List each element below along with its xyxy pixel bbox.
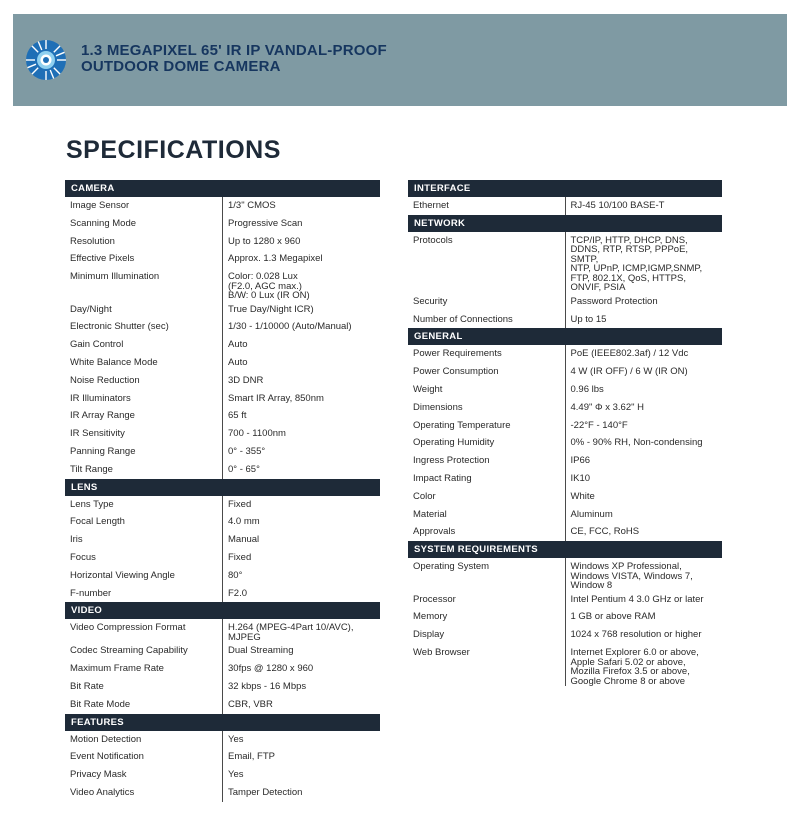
header-banner [13,14,787,106]
spec-value: 0.96 lbs [570,383,604,395]
spec-value: Color: 0.028 Lux (F2.0, AGC max.) B/W: 0 Lux (IR ON) [228,271,310,302]
spec-row-ir-array-range [65,407,380,425]
spec-value: IK10 [570,472,591,484]
product-title-line1: 1.3 MEGAPIXEL 65' IR IP VANDAL-PROOF [81,42,387,59]
spec-row-focus [65,549,380,567]
right-spec-column [408,180,722,686]
spec-label: Protocols [408,232,565,293]
spec-value: 1/30 - 1/10000 (Auto/Manual) [228,321,352,333]
spec-label: Impact Rating [408,470,565,488]
spec-row-color [408,488,722,506]
aperture-logo-icon [25,39,67,81]
spec-value: 4.0 mm [228,516,260,528]
spec-table [65,180,380,802]
spec-row-ingress-protection [408,452,722,470]
spec-value: Approx. 1.3 Megapixel [228,253,323,265]
spec-label: Day/Night [65,301,223,319]
spec-row-effective-pixels [65,250,380,268]
spec-row-display [408,626,722,644]
spec-row-operating-temperature [408,417,722,435]
spec-row-codec-streaming-capability [65,642,380,660]
spec-value: 4 W (IR OFF) / 6 W (IR ON) [570,366,688,378]
spec-row-white-balance-mode [65,354,380,372]
left-spec-column [65,180,380,802]
spec-row-ir-sensitivity [65,425,380,443]
spec-label: Minimum Illumination [65,268,223,301]
section-header-lens [65,479,380,496]
spec-row-iris [65,531,380,549]
spec-value: Up to 15 [570,313,607,325]
spec-row-weight [408,381,722,399]
spec-value: Auto [228,357,248,369]
spec-label: Video Compression Format [65,619,223,642]
spec-value: 0° - 355° [228,446,266,458]
spec-label: Memory [408,608,565,626]
spec-row-security [408,293,722,311]
spec-row-privacy-mask [65,766,380,784]
spec-row-bit-rate-mode [65,696,380,714]
spec-label: Weight [408,381,565,399]
spec-row-lens-type [65,496,380,514]
spec-row-bit-rate [65,678,380,696]
spec-label: IR Illuminators [65,390,223,408]
section-header-interface [408,180,722,197]
section-title: VIDEO [65,602,380,619]
spec-label: Ingress Protection [408,452,565,470]
spec-value: CE, FCC, RoHS [570,526,640,538]
spec-value: 80° [228,569,243,581]
spec-label: Color [408,488,565,506]
spec-label: Dimensions [408,399,565,417]
spec-value: 1024 x 768 resolution or higher [570,629,702,641]
spec-row-tilt-range [65,461,380,479]
section-title: FEATURES [65,714,380,731]
spec-value: Auto [228,339,248,351]
spec-row-day-night [65,301,380,319]
spec-value: Manual [228,534,260,546]
spec-row-motion-detection [65,731,380,749]
spec-row-f-number [65,585,380,603]
spec-row-scanning-mode [65,215,380,233]
spec-label: Bit Rate Mode [65,696,223,714]
page-title: SPECIFICATIONS [66,136,281,164]
spec-label: Video Analytics [65,784,223,802]
spec-row-ir-illuminators [65,390,380,408]
spec-value: 65 ft [228,410,247,422]
spec-value: Email, FTP [228,751,275,763]
spec-label: Display [408,626,565,644]
spec-row-web-browser [408,644,722,686]
spec-label: F-number [65,585,223,603]
spec-label: Number of Connections [408,311,565,329]
section-header-video [65,602,380,619]
spec-label: Maximum Frame Rate [65,660,223,678]
spec-row-noise-reduction [65,372,380,390]
spec-table [408,180,722,686]
spec-label: Operating System [408,558,565,591]
spec-label: Focus [65,549,223,567]
section-header-network [408,215,722,232]
spec-value: Password Protection [570,295,658,307]
spec-row-approvals [408,523,722,541]
spec-label: Ethernet [408,197,565,215]
section-header-system-requirements [408,541,722,558]
spec-value: Progressive Scan [228,217,303,229]
spec-value: 1 GB or above RAM [570,611,656,623]
spec-row-power-consumption [408,363,722,381]
spec-row-material [408,506,722,524]
spec-value: White [570,490,595,502]
spec-value: Aluminum [570,508,613,520]
spec-label: Security [408,293,565,311]
spec-value: H.264 (MPEG-4Part 10/AVC), MJPEG [228,622,354,643]
spec-row-protocols [408,232,722,293]
spec-value: 0° - 65° [228,463,260,475]
spec-value: Yes [228,733,244,745]
spec-value: Internet Explorer 6.0 or above, Apple Safari 5.02 or above, Mozilla Firefox 3.5 or above, Google Chrome 8 or above [570,647,699,687]
spec-value: 3D DNR [228,374,264,386]
spec-row-panning-range [65,443,380,461]
spec-value: Up to 1280 x 960 [228,235,301,247]
spec-value: 32 kbps - 16 Mbps [228,681,307,693]
section-title: LENS [65,479,380,496]
spec-label: Privacy Mask [65,766,223,784]
section-header-camera [65,180,380,197]
spec-value: F2.0 [228,587,248,599]
spec-label: Focal Length [65,513,223,531]
spec-row-memory [408,608,722,626]
spec-label: Codec Streaming Capability [65,642,223,660]
section-title: SYSTEM REQUIREMENTS [408,541,722,558]
spec-value: Windows XP Professional, Windows VISTA, Windows 7, Window 8 [570,561,693,592]
spec-row-gain-control [65,336,380,354]
section-title: GENERAL [408,328,722,345]
spec-label: White Balance Mode [65,354,223,372]
spec-row-video-analytics [65,784,380,802]
spec-value: True Day/Night ICR) [228,303,314,315]
spec-row-ethernet [408,197,722,215]
spec-row-resolution [65,233,380,251]
spec-value: Intel Pentium 4 3.0 GHz or later [570,593,704,605]
spec-value: TCP/IP, HTTP, DHCP, DNS, DDNS, RTP, RTSP, PPPoE, SMTP, NTP, UPnP, ICMP,IGMP,SNMP, FTP, 802.1X, QoS, HTTPS, ONVIF, PSIA [570,234,703,294]
spec-label: IR Sensitivity [65,425,223,443]
spec-row-event-notification [65,748,380,766]
spec-value: Dual Streaming [228,645,294,657]
section-header-general [408,328,722,345]
spec-label: Horizontal Viewing Angle [65,567,223,585]
spec-label: Scanning Mode [65,215,223,233]
spec-value: 1/3" CMOS [228,200,276,211]
section-title: INTERFACE [408,180,722,197]
spec-row-horizontal-viewing-angle [65,567,380,585]
spec-row-impact-rating [408,470,722,488]
spec-label: Web Browser [408,644,565,686]
spec-value: Tamper Detection [228,787,303,799]
spec-value: Fixed [228,552,252,564]
spec-value: 0% - 90% RH, Non-condensing [570,437,703,449]
product-title-line2: OUTDOOR DOME CAMERA [81,58,281,75]
spec-row-minimum-illumination [65,268,380,301]
spec-label: Resolution [65,233,223,251]
spec-label: Approvals [408,523,565,541]
spec-label: Noise Reduction [65,372,223,390]
spec-row-maximum-frame-rate [65,660,380,678]
spec-value: PoE (IEEE802.3af) / 12 Vdc [570,348,689,360]
spec-row-number-of-connections [408,311,722,329]
product-title [81,43,387,75]
spec-row-focal-length [65,513,380,531]
spec-row-electronic-shutter-sec [65,318,380,336]
spec-row-dimensions [408,399,722,417]
spec-label: Panning Range [65,443,223,461]
spec-label: IR Array Range [65,407,223,425]
spec-value: Yes [228,769,244,781]
spec-value: -22°F - 140°F [570,419,628,431]
spec-label: Gain Control [65,336,223,354]
spec-row-operating-humidity [408,434,722,452]
spec-value: 4.49" Φ x 3.62" H [570,401,644,413]
spec-label: Lens Type [65,496,223,514]
spec-label: Image Sensor [65,197,223,215]
spec-row-image-sensor [65,197,380,215]
spec-value: IP66 [570,455,591,467]
spec-label: Motion Detection [65,731,223,749]
spec-row-processor [408,591,722,609]
spec-label: Event Notification [65,748,223,766]
spec-value: Fixed [228,498,252,510]
spec-label: Operating Humidity [408,434,565,452]
spec-label: Processor [408,591,565,609]
spec-label: Effective Pixels [65,250,223,268]
spec-label: Tilt Range [65,461,223,479]
spec-label: Iris [65,531,223,549]
spec-value: RJ-45 10/100 BASE-T [570,200,665,211]
spec-value: 700 - 1100nm [228,428,286,440]
spec-value: 30fps @ 1280 x 960 [228,663,314,675]
section-title: NETWORK [408,215,722,232]
spec-value: CBR, VBR [228,698,273,710]
spec-row-operating-system [408,558,722,591]
spec-row-power-requirements [408,345,722,363]
spec-value: Smart IR Array, 850nm [228,392,324,404]
spec-label: Power Consumption [408,363,565,381]
section-title: CAMERA [65,180,380,197]
section-header-features [65,714,380,731]
spec-label: Material [408,506,565,524]
spec-label: Operating Temperature [408,417,565,435]
spec-label: Power Requirements [408,345,565,363]
spec-label: Bit Rate [65,678,223,696]
spec-label: Electronic Shutter (sec) [65,318,223,336]
spec-row-video-compression-format [65,619,380,642]
